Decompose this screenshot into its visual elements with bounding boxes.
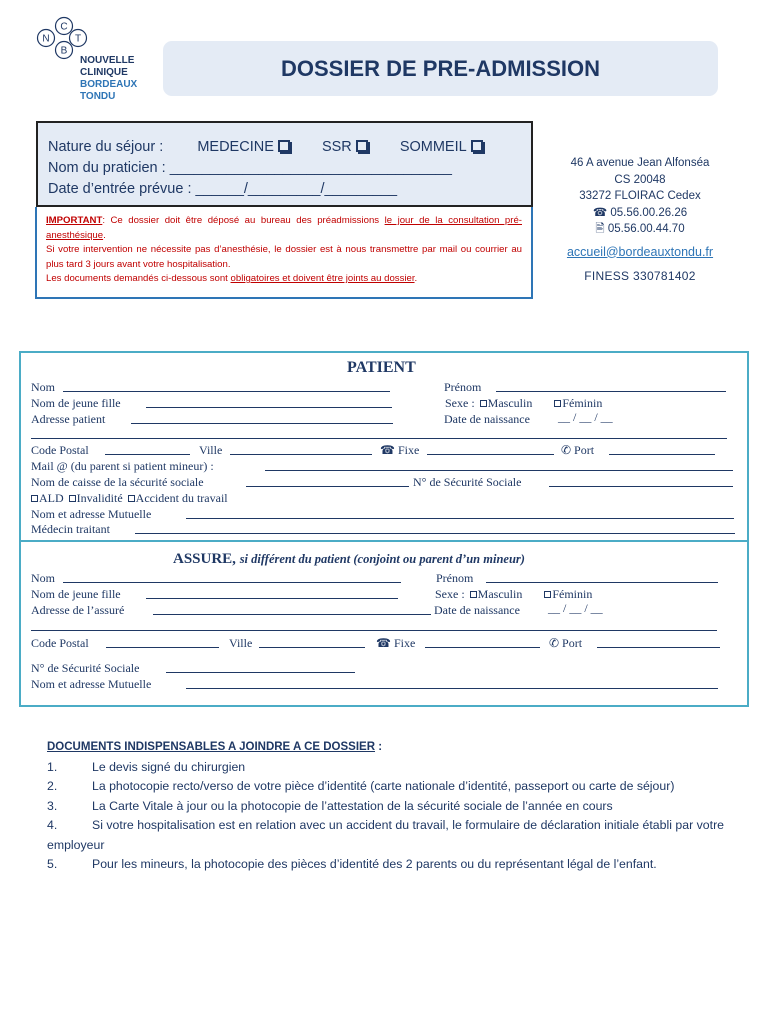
assure-sexe-group [435,587,592,601]
document-item-num: 4. [47,818,58,832]
assure-section-title [173,551,525,568]
patient-adresse-label: Adresse patient [31,412,106,426]
assure-adresse-label: Adresse de l’assuré [31,603,125,617]
document-item-text: La photocopie recto/verso de votre pièce d’identité (carte nationale d’identité, passeport ou carte de séjour) [92,779,675,793]
assure-adresse-line-2[interactable] [31,630,717,631]
assure-port-label: ✆ Port [549,636,583,650]
patient-ville-label: Ville [199,443,223,457]
assure-date-naissance-label: Date de naissance [434,603,520,617]
patient-medecin-label: Médecin traitant [31,522,110,536]
important-text-1: : Ce dossier doit être déposé au bureau des préadmissions [102,215,380,226]
patient-cp-field[interactable] [105,454,190,455]
patient-fixe-field[interactable] [427,454,554,455]
accident-checkbox[interactable] [128,495,135,502]
assure-secu-field[interactable] [166,672,355,673]
date-entree-field[interactable]: Date d’entrée prévue : ______/_________/_________ [48,181,398,197]
patient-cp-label: Code Postal [31,443,89,457]
document-item-1 [47,758,724,778]
assure-title-rest: si différent du patient (conjoint ou parent d’un mineur) [239,552,525,566]
section-divider [19,540,749,542]
patient-mail-field[interactable] [265,470,733,471]
patient-mutuelle-field[interactable] [186,518,734,519]
patient-date-naissance-label: Date de naissance [444,412,530,426]
patient-jeune-fille-field[interactable] [146,407,392,408]
important-label: IMPORTANT [46,215,103,226]
logo-letter-c: C [60,21,68,33]
accident-label: Accident du travail [135,491,228,505]
assure-fixe-field[interactable] [425,647,540,648]
document-item-text: Le devis signé du chirurgien [92,759,246,774]
patient-adresse-field[interactable] [131,423,393,424]
patient-frame [19,351,749,707]
document-item-text: Pour les mineurs, la photocopie des pièces d’identité des 2 parents ou du représentant légal de l’enfant. [92,857,657,871]
logo-line-1: NOUVELLE [80,55,135,66]
assure-date-naissance-field[interactable]: __ / __ / __ [548,601,603,615]
important-para-3: Les documents demandés ci-dessous sont obligatoires et doivent être joints au dossier. [46,273,418,284]
document-item-text: Si votre hospitalisation est en relation avec un accident du travail, le formulaire de déclaration initiale établi par votre employeur [47,818,724,852]
patient-fixe-label: ☎ Fixe [380,443,420,457]
assure-prenom-field[interactable] [486,582,718,583]
important-para-1: IMPORTANT: Ce dossier doit être déposé au bureau des préadmissions le jour de la consultation pré-anesthésique. [46,215,522,241]
assure-masculin-checkbox[interactable] [470,591,477,598]
page-title: DOSSIER DE PRE-ADMISSION [280,55,601,81]
medecine-label: MEDECINE [197,139,274,155]
invalidite-checkbox[interactable] [69,495,76,502]
logo-letter-n: N [42,33,50,45]
assure-mutuelle-field[interactable] [186,688,718,689]
document-item-num: 2. [47,779,58,793]
patient-feminin-label: Féminin [562,396,603,410]
assure-nom-label: Nom [31,571,55,585]
nature-sejour-row [48,137,531,158]
patient-statut-group [31,491,228,505]
document-item-3 [47,797,724,817]
clinic-logo [32,16,152,111]
logo-letter-t: T [74,33,82,45]
assure-mutuelle-label: Nom et adresse Mutuelle [31,677,152,691]
assure-feminin-label: Féminin [552,587,593,601]
patient-prenom-field[interactable] [496,391,726,392]
assure-fixe-label: ☎ Fixe [376,636,416,650]
assure-jeune-fille-label: Nom de jeune fille [31,587,121,601]
patient-feminin-checkbox[interactable] [554,400,561,407]
assure-ville-label: Ville [229,636,253,650]
document-item-5 [47,855,724,875]
logo-line-4: TONDU [80,91,116,102]
nature-label: Nature du séjour : [48,139,164,155]
assure-ville-field[interactable] [259,647,365,648]
assure-cp-label: Code Postal [31,636,89,650]
assure-feminin-checkbox[interactable] [544,591,551,598]
assure-title-bold: ASSURE, [173,551,236,567]
logo-letter-b: B [60,45,68,57]
patient-prenom-label: Prénom [444,380,482,394]
document-item-4 [47,816,724,855]
document-item-num: 1. [47,759,58,774]
patient-port-field[interactable] [609,454,715,455]
address-finess: FINESS 330781402 [584,269,696,283]
assure-nom-field[interactable] [63,582,401,583]
document-item-2 [47,777,724,797]
patient-nom-label: Nom [31,380,55,394]
patient-section-title: PATIENT [347,359,416,376]
important-notice [35,207,533,299]
ald-label: ALD [39,491,64,505]
patient-date-naissance-field[interactable]: __ / __ / __ [558,410,613,424]
logo-line-2: CLINIQUE [80,67,128,78]
patient-sexe-group [445,396,602,410]
assure-sexe-label: Sexe : [435,587,465,601]
assure-prenom-label: Prénom [436,571,474,585]
logo-line-3: BORDEAUX [80,79,138,90]
patient-mutuelle-label: Nom et adresse Mutuelle [31,507,152,521]
patient-jeune-fille-label: Nom de jeune fille [31,396,121,410]
praticien-field[interactable]: Nom du praticien : ___________________________________ [48,160,452,176]
invalidite-label: Invalidité [76,491,123,505]
patient-sexe-label: Sexe : [445,396,475,410]
patient-mail-label: Mail @ (du parent si patient mineur) : [31,459,214,473]
sejour-box [36,121,533,207]
sommeil-label: SOMMEIL [399,139,467,155]
ald-checkbox[interactable] [31,495,38,502]
documents-header: DOCUMENTS INDISPENSABLES A JOINDRE A CE DOSSIER : [47,741,383,753]
important-text-3: Les documents demandés ci-dessous sont [46,273,228,284]
important-text-1-underlined: le jour de la consultation pré-anesthésique [46,215,522,241]
patient-caisse-label: Nom de caisse de la sécurité sociale [31,475,204,489]
patient-masculin-label: Masculin [487,396,533,410]
address-cs: CS 20048 [614,173,666,186]
patient-ville-field[interactable] [230,454,372,455]
assure-adresse-field[interactable] [153,614,431,615]
address-street: 46 A avenue Jean Alfonséa [570,157,710,169]
assure-cp-field[interactable] [106,647,219,648]
address-fax: 🖹 05.56.00.44.70 [595,223,685,235]
assure-port-field[interactable] [597,647,720,648]
patient-masculin-checkbox[interactable] [480,400,487,407]
document-item-text: La Carte Vitale à jour ou la photocopie de l’attestation de la sécurité sociale de l’année en cours [92,798,613,813]
medecine-checkbox[interactable] [278,140,290,152]
patient-secu-field[interactable] [549,486,733,487]
assure-secu-label: N° de Sécurité Sociale [31,661,140,675]
document-item-num: 5. [47,857,58,871]
patient-adresse-line-2[interactable] [31,438,727,439]
document-item-num: 3. [47,798,58,813]
sommeil-checkbox[interactable] [471,140,483,152]
logo-text [80,55,137,103]
patient-nom-field[interactable] [63,391,390,392]
title-banner [163,41,718,96]
ssr-label: SSR [321,139,352,155]
patient-caisse-field[interactable] [246,486,409,487]
ssr-checkbox[interactable] [356,140,368,152]
documents-section [47,738,724,875]
assure-masculin-label: Masculin [477,587,523,601]
important-text-3-underlined: obligatoires et doivent être joints au dossier [230,273,415,284]
patient-port-label: ✆ Port [561,443,595,457]
patient-medecin-field[interactable] [135,533,735,534]
documents-header-text: DOCUMENTS INDISPENSABLES A JOINDRE A CE DOSSIER [47,741,376,753]
address-city: 33272 FLOIRAC Cedex [579,190,701,202]
patient-secu-label: N° de Sécurité Sociale [413,475,522,489]
assure-jeune-fille-field[interactable] [146,598,398,599]
address-email-link[interactable]: accueil@bordeauxtondu.fr [566,244,714,259]
important-text-2: Si votre intervention ne nécessite pas d’anesthésie, le dossier est à nous transmettre par mail ou courrier au plus tard 3 jours avant votre hospitalisation. [46,244,522,270]
clinic-address [540,155,740,285]
address-phone: ☎ 05.56.00.26.26 [592,206,688,219]
